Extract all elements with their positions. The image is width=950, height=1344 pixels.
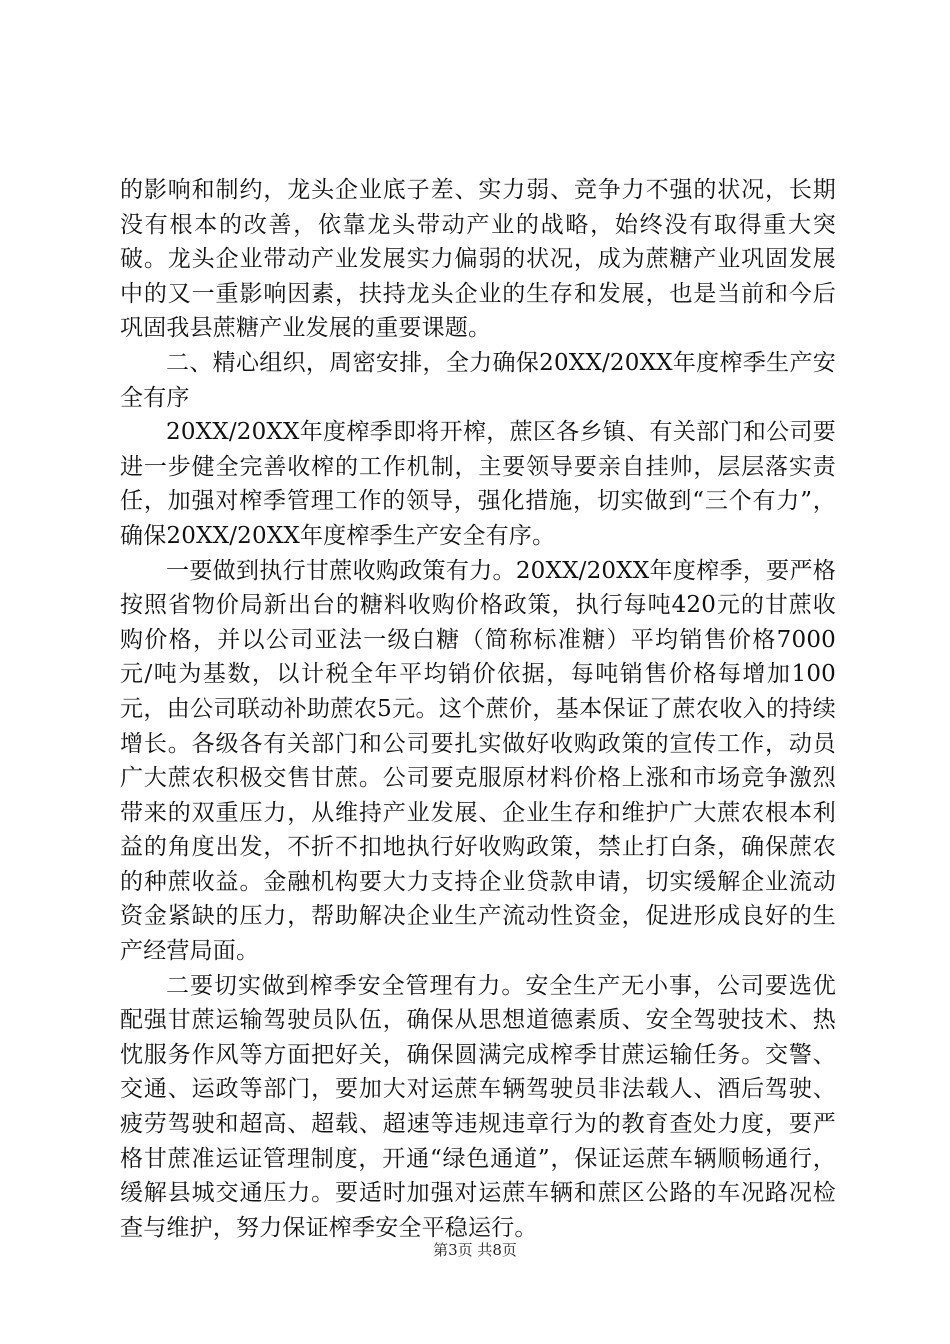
section-heading: 二、精心组织，周密安排，全力确保20XX/20XX年度榨季生产安全有序	[120, 349, 836, 411]
document-body	[120, 173, 836, 1245]
paragraph-purchase-policy: 一要做到执行甘蔗收购政策有力。20XX/20XX年度榨季，要严格按照省物价局新出台的糖料收购价格政策，执行每吨420元的甘蔗收购价格，并以公司亚法一级白糖（简称标准糖）平均销售价格7000元/吨为基数，以计税全年平均销价依据，每吨销售价格每增加100元，由公司联动补助蔗农5元。这个蔗价，基本保证了蔗农收入的持续增长。各级各有关部门和公司要扎实做好收购政策的宣传工作，动员广大蔗农积极交售甘蔗。公司要克服原材料价格上涨和市场竞争激烈带来的双重压力，从维持产业发展、企业生存和维护广大蔗农根本利益的角度出发，不折不扣地执行好收购政策，禁止打白条，确保蔗农的种蔗收益。金融机构要大力支持企业贷款申请，切实缓解企业流动资金紧缺的压力，帮助解决企业生产流动性资金，促进形成良好的生产经营局面。	[120, 557, 836, 965]
paragraph-intro: 20XX/20XX年度榨季即将开榨，蔗区各乡镇、有关部门和公司要进一步健全完善收榨的工作机制，主要领导要亲自挂帅，层层落实责任，加强对榨季管理工作的领导，强化措施，切实做到“三个有力”，确保20XX/20XX年度榨季生产安全有序。	[120, 419, 836, 549]
page-number-footer: 第3页 共8页	[433, 1241, 517, 1259]
paragraph-continuation: 的影响和制约，龙头企业底子差、实力弱、竞争力不强的状况，长期没有根本的改善，依靠龙头带动产业的战略，始终没有取得重大突破。龙头企业带动产业发展实力偏弱的状况，成为蔗糖产业巩固发展中的又一重影响因素，扶持龙头企业的生存和发展，也是当前和今后巩固我县蔗糖产业发展的重要课题。	[120, 177, 836, 342]
paragraph-safety-management: 二要切实做到榨季安全管理有力。安全生产无小事，公司要选优配强甘蔗运输驾驶员队伍，确保从思想道德素质、安全驾驶技术、热忱服务作风等方面把好关，确保圆满完成榨季甘蔗运输任务。交警、交通、运政等部门，要加大对运蔗车辆驾驶员非法载人、酒后驾驶、疲劳驾驶和超高、超载、超速等违规违章行为的教育查处力度，要严格甘蔗准运证管理制度，开通“绿色通道”，保证运蔗车辆顺畅通行，缓解县城交通压力。要适时加强对运蔗车辆和蔗区公路的车况路况检查与维护，努力保证榨季安全平稳运行。	[120, 972, 836, 1241]
